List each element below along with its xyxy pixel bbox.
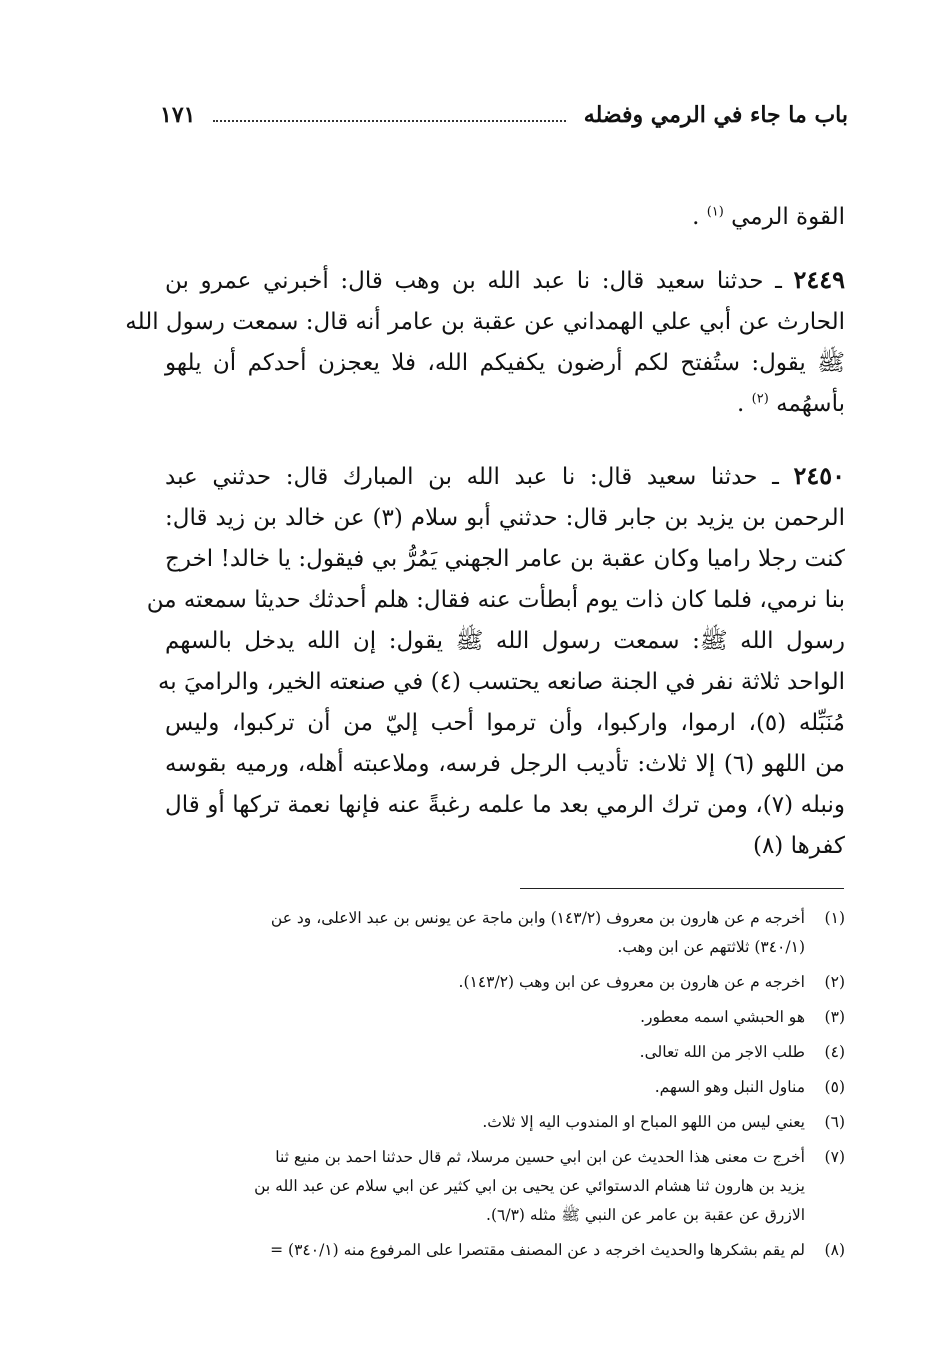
hadith-2450 — [146, 455, 845, 867]
hadith-line: ﷺ يقول: ستُفتح لكم أرضون يكفيكم الله، فلا يعجزن أحدكم أن يلهو — [165, 350, 845, 376]
intro-paragraph — [165, 197, 845, 238]
hadith-text: ـ حدثنا سعيد قال: نا عبد الله بن وهب قال: أخبرني عمرو بن — [165, 268, 782, 294]
intro-end: . — [692, 204, 700, 230]
hadith-line: كفرها (٨) — [752, 833, 845, 859]
footnote-line: اخرجه م عن هارون بن معروف عن ابن وهب (١٤٣/٢). — [458, 973, 805, 991]
footnote — [165, 1236, 845, 1265]
footnote-ref: (٢) — [751, 391, 769, 407]
footnote-text — [165, 1236, 805, 1265]
footnote — [165, 904, 845, 962]
chapter-title: باب ما جاء في الرمي وفضله — [583, 102, 848, 128]
footnote-text — [165, 1108, 805, 1137]
footnote-text — [165, 1143, 805, 1230]
hadith-number: ٢٤٥٠ — [793, 461, 845, 490]
page-number: ١٧١ — [160, 102, 196, 128]
footnote — [165, 1038, 845, 1067]
footnote-line: طلب الاجر من الله تعالى. — [639, 1043, 805, 1061]
footnote-marker: (٣) — [824, 1008, 845, 1026]
hadith-end: . — [737, 391, 745, 417]
hadith-line: مُنَبِّله (٥)، ارموا، واركبوا، وأن ترموا أحب إليّ من أن تركبوا، وليس — [165, 710, 845, 736]
footnote-line: لم يقم بشكرها والحديث اخرجه د عن المصنف مقتصرا على المرفوع منه (٣٤٠/١) = — [270, 1241, 805, 1259]
hadith-line: من اللهو (٦) إلا ثلاث: تأديب الرجل فرسه، وملاعبته أهله، ورميه بقوسه — [165, 751, 845, 777]
hadith-text: بأسهُمه — [776, 391, 845, 417]
footnote-line: الازرق عن عقبة بن عامر عن النبي ﷺ مثله (٦/٣). — [486, 1206, 805, 1224]
footnote-marker: (١) — [824, 909, 845, 927]
footnote-marker: (٧) — [824, 1148, 845, 1166]
footnote-text — [165, 1003, 805, 1032]
footnote-text — [165, 904, 805, 962]
hadith-line: الرحمن بن يزيد بن جابر قال: حدثني أبو سلام (٣) عن خالد بن زيد قال: — [165, 505, 845, 531]
footnotes — [165, 904, 845, 1265]
footnote-text — [165, 968, 805, 997]
hadith-number: ٢٤٤٩ — [793, 265, 845, 294]
hadith-line — [165, 259, 845, 302]
running-header — [160, 98, 848, 132]
intro-line — [165, 197, 845, 238]
footnote-text — [165, 1073, 805, 1102]
footnote-ref: (١) — [706, 204, 724, 220]
footnote-line: أخرجه م عن هارون بن معروف (١٤٣/٢) وابن ماجة عن يونس بن عبد الاعلى، ود عن — [270, 909, 805, 927]
footnote-separator — [520, 888, 844, 889]
footnote-marker: (٤) — [824, 1043, 845, 1061]
hadith-text: ـ حدثنا سعيد قال: نا عبد الله بن المبارك قال: حدثني عبد — [165, 464, 779, 490]
hadith-line: بنا نرمي، فلما كان ذات يوم أبطأت عنه فقال: هلم أحدثك حديثا سمعته من — [146, 587, 845, 613]
footnote-marker: (٦) — [824, 1113, 845, 1131]
hadith-line: الحارث عن أبي علي الهمداني عن عقبة بن عامر أنه قال: سمعت رسول الله — [125, 309, 845, 335]
footnote-line: أخرج ت معنى هذا الحديث عن ابن ابي حسين مرسلا، ثم قال حدثنا احمد بن منيع ثنا — [275, 1148, 805, 1166]
footnote-marker: (٨) — [824, 1241, 845, 1259]
header-dotted-leader — [213, 120, 565, 122]
footnote — [165, 1108, 845, 1137]
hadith-line — [165, 384, 845, 425]
hadith-line: رسول الله ﷺ: سمعت رسول الله ﷺ يقول: إن الله يدخل بالسهم — [165, 628, 845, 654]
footnote-line: هو الحبشي اسمه معطور. — [640, 1008, 805, 1026]
intro-text: القوة الرمي — [731, 204, 845, 230]
hadith-line: كنت رجلا راميا وكان عقبة بن عامر الجهني يَمُرُّ بي فيقول: يا خالد! اخرج — [165, 546, 845, 572]
hadith-line: الواحد ثلاثة نفر في الجنة صانعه يحتسب (٤) في صنعته الخير، والراميَ به — [157, 669, 845, 695]
footnote-line: يزيد بن هارون ثنا هشام الدستوائي عن يحيى بن ابي كثير عن ابي سلام عن عبد الله بن — [254, 1177, 805, 1195]
footnote — [165, 1003, 845, 1032]
hadith-line — [165, 455, 845, 498]
footnote — [165, 1073, 845, 1102]
hadith-line: ونبله (٧)، ومن ترك الرمي بعد ما علمه رغبةً عنه فإنها نعمة تركها أو قال — [165, 792, 845, 818]
footnote — [165, 1143, 845, 1230]
footnote — [165, 968, 845, 997]
footnote-marker: (٢) — [824, 973, 845, 991]
footnote-line: (٣٤٠/١) ثلاثتهم عن ابن وهب. — [617, 938, 805, 956]
footnote-marker: (٥) — [824, 1078, 845, 1096]
footnote-line: يعني ليس من اللهو المباح او المندوب اليه إلا ثلاث. — [482, 1113, 805, 1131]
footnote-text — [165, 1038, 805, 1067]
hadith-2449 — [125, 259, 845, 425]
footnote-line: مناول النبل وهو السهم. — [654, 1078, 805, 1096]
